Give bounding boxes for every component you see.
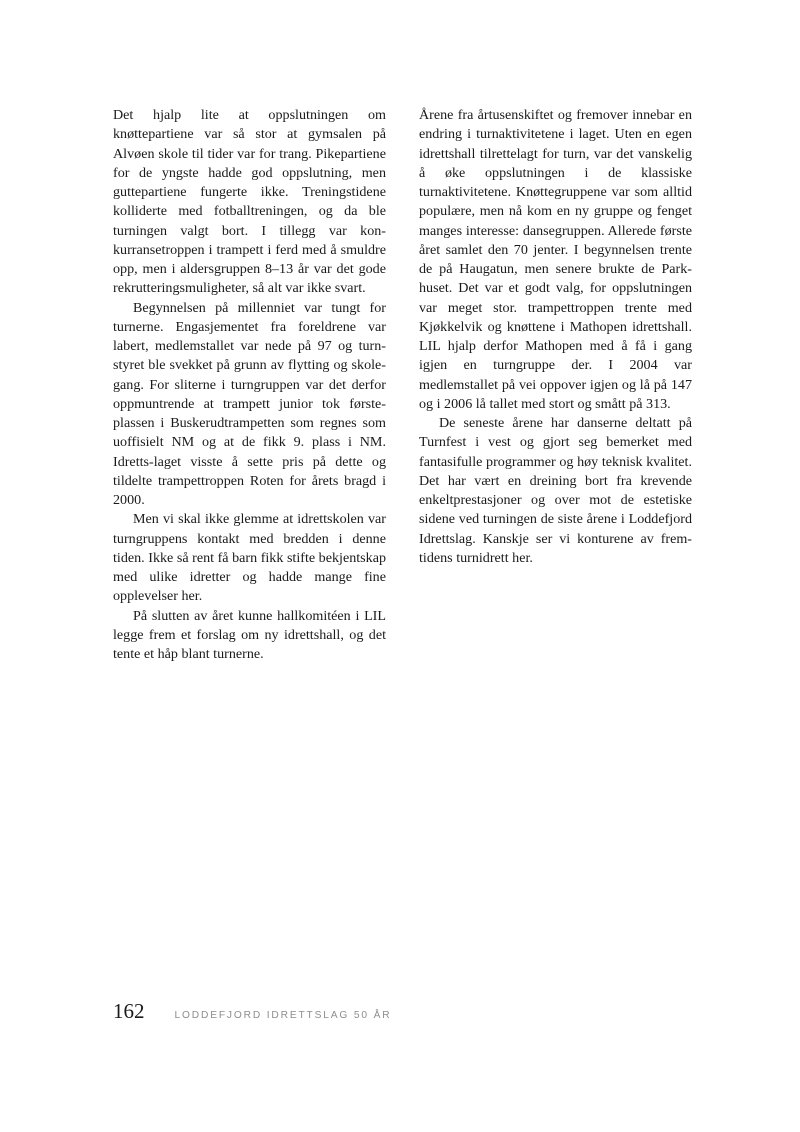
left-column <box>113 106 386 664</box>
paragraph: Men vi skal ikke glemme at idrettskolen var turngruppens kontakt med bredden i denne tiden. Ikke så rent få barn fikk stifte bekjentskap med ulike idretter og hadde mange fine opplevelser her. <box>113 511 386 605</box>
paragraph: Årene fra årtusenskiftet og fremover innebar en endring i turnaktivitetene i laget. Uten en egen idrettshall tilrettelagt for turn, var det vanskelig å øke oppslutningen i de klassiske turnaktivitetene. Knøttegruppene var som alltid populære, men nå kom en ny gruppe og fenget manges interesse: dansegruppen. Allerede første året samlet den 70 jenter. I begynnelsen trente de på Haugatun, men senere brukte de Park-huset. Det var et godt valg, for oppslutningen var meget stor. trampettroppen trente med Kjøkkelvik og knøttene i Mathopen idrettshall. LIL hjalp derfor Mathopen med å få i gang igjen en turngruppe der. I 2004 var medlemstallet på vei oppover igjen og lå på 147 og i 2006 lå tallet med stort og smått på 313. <box>419 107 692 412</box>
running-head: LODDEFJORD IDRETTSLAG 50 ÅR <box>174 1010 392 1021</box>
page-footer <box>113 1001 391 1022</box>
page-number: 162 <box>113 999 145 1023</box>
paragraph: Det hjalp lite at oppslutningen om knøttepartiene var så stor at gymsalen på Alvøen skole til tider var for trang. Pikepartiene for de yngste hadde god oppslutning, men guttepartiene fungerte ikke. Treningstidene kolliderte med fotballtreningen, og da ble turningen valgt bort. I tillegg var kon-kurransetroppen i trampett i ferd med å smuldre opp, men i aldersgruppen 8–13 år var det gode rekrutteringsmuligheter, så alt var ikke svart. <box>113 107 386 297</box>
text-body <box>113 106 692 664</box>
paragraph: På slutten av året kunne hallkomitéen i LIL legge frem et forslag om ny idrettshall, og det tente et håp blant turnerne. <box>113 607 386 662</box>
right-column <box>419 106 692 664</box>
paragraph: Begynnelsen på millenniet var tungt for turnerne. Engasjementet fra foreldrene var labert, medlemstallet var nede på 97 og turn-styret ble svekket på grunn av flytting og skole-gang. For sliterne i turngruppen var det derfor oppmuntrende at trampett junior tok første-plassen i Buskerudtrampetten som regnes som uoffisielt NM og at de fikk 9. plass i NM. Idretts-laget visste å sette pris på dette og tildelte trampettroppen Roten for årets bragd i 2000. <box>113 299 386 508</box>
paragraph: De seneste årene har danserne deltatt på Turnfest i vest og gjort seg bemerket med fantasifulle programmer og høy teknisk kvalitet. Det har vært en dreining bort fra krevende enkeltprestasjoner og over mot de estetiske sidene ved turningen de siste årene i Loddefjord Idrettslag. Kanskje ser vi konturene av frem-tidens turnidrett her. <box>419 415 692 566</box>
